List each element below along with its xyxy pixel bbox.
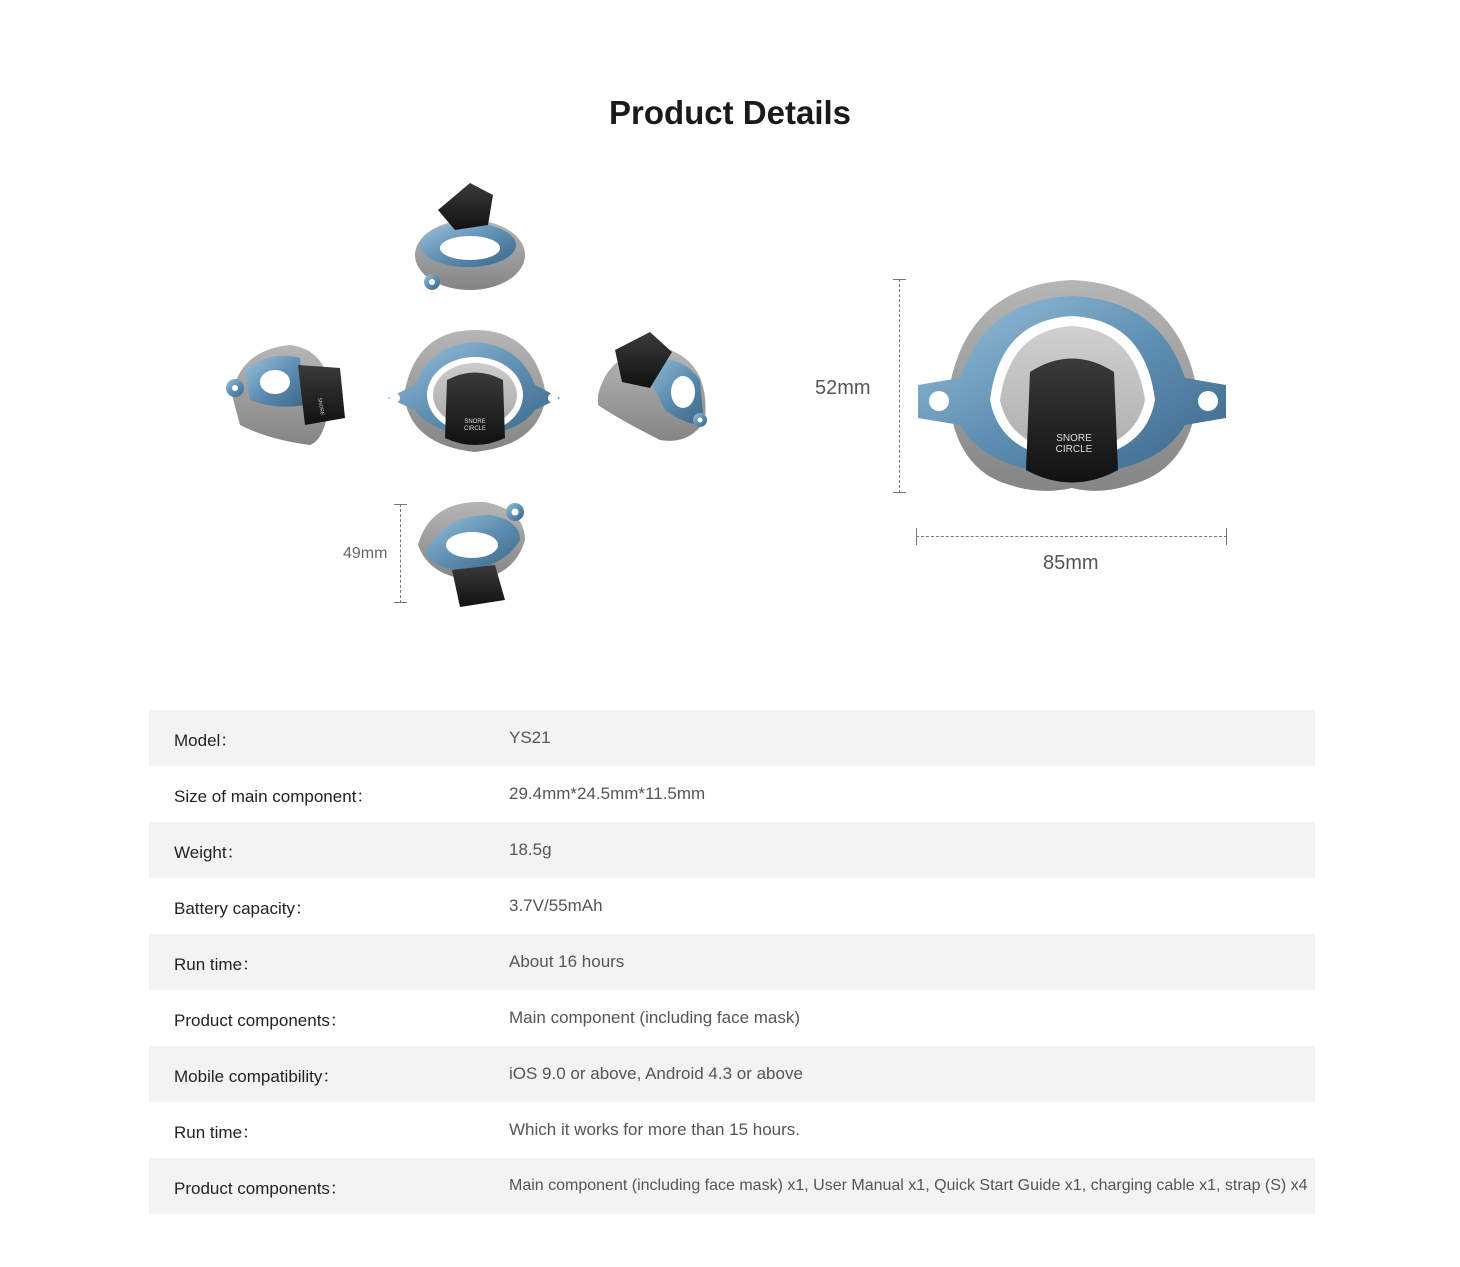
spec-row <box>149 710 1315 766</box>
depth-dimension-label: 49mm <box>343 545 388 562</box>
spec-row <box>149 934 1315 990</box>
spec-value: 29.4mm*24.5mm*11.5mm <box>509 784 706 803</box>
spec-table <box>149 710 1315 1214</box>
spec-label: Model： <box>174 730 238 750</box>
device-right-view <box>598 332 707 441</box>
spec-value: YS21 <box>509 728 551 747</box>
width-dimension-line <box>916 536 1227 537</box>
brand-text-large-2: CIRCLE <box>1055 444 1093 455</box>
spec-value: Which it works for more than 15 hours. <box>509 1120 801 1139</box>
brand-text-left: SNORE <box>316 397 326 416</box>
spec-value: iOS 9.0 or above, Android 4.3 or above <box>509 1064 803 1083</box>
spec-value: 3.7V/55mAh <box>509 896 603 915</box>
device-front-view-large <box>918 280 1226 491</box>
device-top-view <box>415 183 525 290</box>
spec-value: Main component (including face mask) x1, User Manual x1, Quick Start Guide x1, charging cable x1, strap (S) x4 <box>509 1177 1308 1194</box>
spec-value: 18.5g <box>509 840 552 859</box>
spec-label: Product components： <box>174 1178 347 1198</box>
device-front-view-small <box>388 330 560 452</box>
spec-value: About 16 hours <box>509 952 625 971</box>
spec-row <box>149 1102 1315 1158</box>
spec-row <box>149 766 1315 822</box>
spec-label: Mobile compatibility： <box>174 1066 340 1086</box>
device-bottom-view <box>418 502 525 607</box>
width-dimension-label: 85mm <box>1043 552 1099 574</box>
depth-dimension-line <box>400 504 401 603</box>
spec-row <box>149 1158 1315 1214</box>
brand-text-large-1: SNORE <box>1056 433 1092 444</box>
spec-label: Product components： <box>174 1010 347 1030</box>
spec-label: Weight： <box>174 842 244 862</box>
height-dimension-label: 52mm <box>815 377 871 399</box>
spec-label: Run time： <box>174 1122 260 1142</box>
brand-text-small-2: CIRCLE <box>463 426 487 432</box>
spec-row <box>149 878 1315 934</box>
spec-label: Battery capacity： <box>174 898 312 918</box>
spec-row <box>149 1046 1315 1102</box>
height-dimension-line <box>899 279 900 493</box>
page-title: Product Details <box>608 94 852 131</box>
spec-row <box>149 822 1315 878</box>
spec-row <box>149 990 1315 1046</box>
spec-value: Main component (including face mask) <box>509 1008 801 1027</box>
spec-label: Size of main component： <box>174 786 374 806</box>
brand-text-small-1: SNORE <box>464 419 486 425</box>
device-left-view <box>226 345 345 445</box>
spec-label: Run time： <box>174 954 260 974</box>
